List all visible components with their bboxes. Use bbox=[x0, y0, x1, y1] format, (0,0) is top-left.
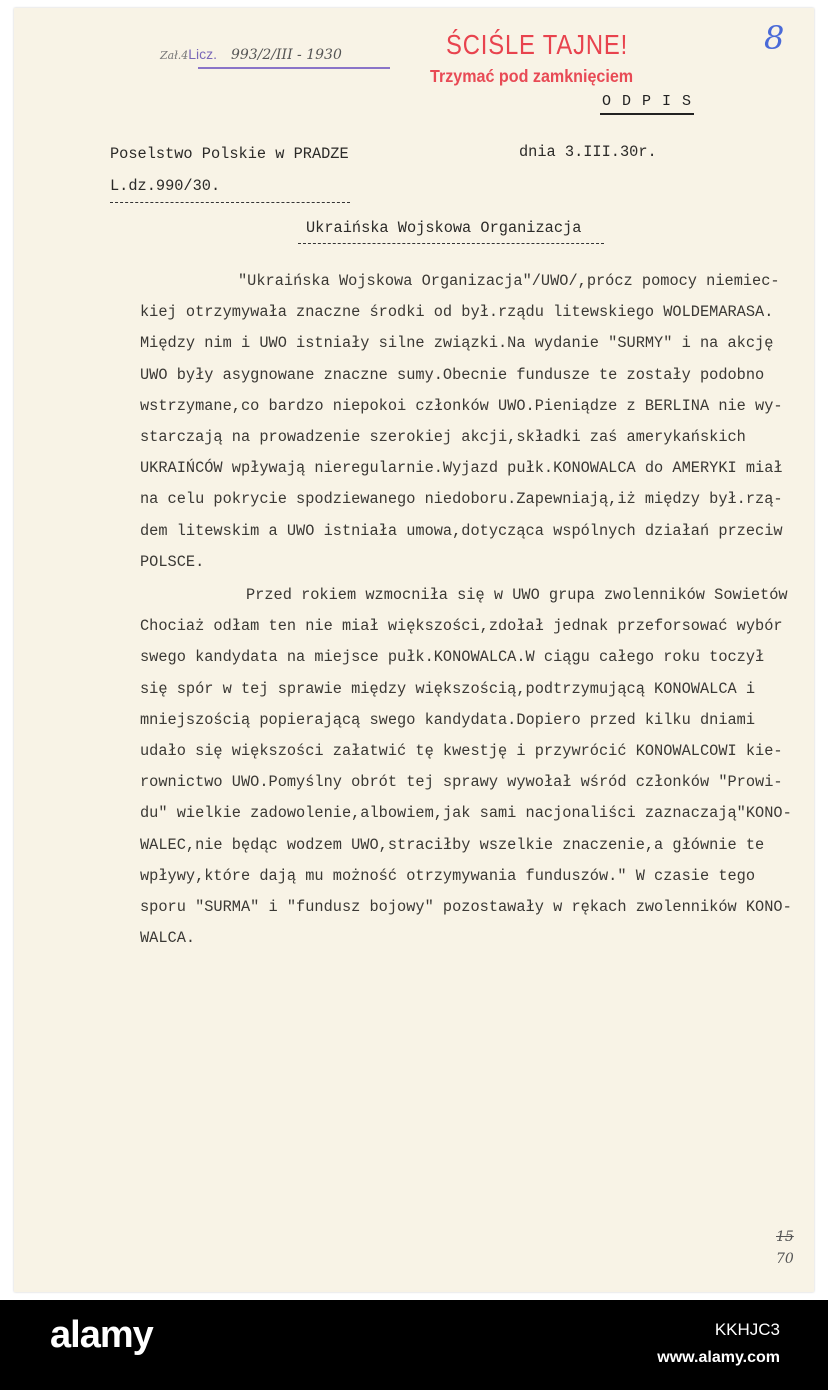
register-number: 993/2/III - 1930 bbox=[230, 47, 342, 63]
body-line: "Ukraińska Wojskowa Organizacja"/UWO/,prócz pomocy niemiec- bbox=[238, 272, 780, 290]
body-line: starczają na prowadzenie szerokiej akcji,składki zaś amerykańskich bbox=[140, 428, 746, 446]
body-line: UWO były asygnowane znaczne sumy.Obecnie fundusze te zostały podobno bbox=[140, 365, 765, 384]
body-line: się spór w tej sprawie między większością,podtrzymującą KONOWALCA i bbox=[140, 679, 756, 698]
sender: Poselstwo Polskie w PRADZE bbox=[110, 145, 349, 163]
body-line: na celu pokrycie spodziewanego niedoboru.Zapewniają,iż między był.rzą- bbox=[140, 490, 783, 509]
register-label: Licz. bbox=[188, 46, 218, 62]
body-line: mniejszością popierającą swego kandydata.Dopiero przed kilku dniami bbox=[140, 710, 756, 729]
body-line: UKRAIŃCÓW wpływają nieregularnie.Wyjazd pułk.KONOWALCA do AMERYKI miał bbox=[140, 459, 783, 478]
title-underline bbox=[298, 243, 604, 244]
body-line: rownictwo UWO.Pomyślny obrót tej sprawy wywołał wśród członków "Prowi- bbox=[140, 773, 783, 792]
corner-annotation bbox=[776, 1226, 794, 1270]
register-annotation bbox=[160, 46, 342, 63]
body-line: sporu "SURMA" i "fundusz bojowy" pozostawały w rękach zwolenników KONO- bbox=[140, 898, 792, 916]
image-id: KKHJC3 bbox=[714, 1320, 780, 1339]
alamy-logo: alamy bbox=[50, 1314, 153, 1356]
page-number: 8 bbox=[764, 19, 785, 57]
body-line: wstrzymane,co bardzo niepokoi członków UWO.Pieniądze z BERLINA nie wy- bbox=[140, 396, 783, 415]
body-line: wpływy,które dają mu możność otrzymywania funduszów." W czasie tego bbox=[140, 866, 756, 885]
secret-stamp-title: ŚCIŚLE TAJNE! bbox=[446, 29, 629, 60]
register-underline bbox=[198, 67, 390, 69]
body-line: WALCA. bbox=[140, 929, 196, 948]
body-line: WALEC,nie będąc wodzem UWO,straciłby wszelkie znaczenie,a głównie te bbox=[140, 835, 765, 854]
copy-mark: O D P I S bbox=[600, 93, 694, 115]
document-title: Ukraińska Wojskowa Organizacja bbox=[306, 219, 582, 237]
divider bbox=[110, 202, 350, 203]
corner-number: 70 bbox=[776, 1251, 794, 1267]
date: dnia 3.III.30r. bbox=[519, 143, 657, 161]
body-line: udało się większości załatwić tę kwestję i przywrócić KONOWALCOWI kie- bbox=[140, 742, 783, 760]
corner-number: 15 bbox=[776, 1229, 794, 1245]
body-line: kiej otrzymywała znaczne środki od był.rządu litewskiego WOLDEMARASA. bbox=[140, 303, 774, 322]
body-line: Między nim i UWO istniały silne związki.Na wydanie "SURMY" i na akcję bbox=[140, 334, 774, 353]
body-line: swego kandydata na miejsce pułk.KONOWALCA.W ciągu całego roku toczył bbox=[140, 648, 765, 667]
site-url: www.alamy.com bbox=[657, 1349, 780, 1366]
secret-stamp-subtitle: Trzymać pod zamknięciem bbox=[430, 66, 634, 86]
reference-number: L.dz.990/30. bbox=[110, 177, 221, 195]
body-line: Przed rokiem wzmocniła się w UWO grupa zwolenników Sowietów bbox=[246, 586, 788, 604]
body-line: du" wielkie zadowolenie,albowiem,jak sami nacjonaliści zaznaczają"KONO- bbox=[140, 804, 792, 823]
body-line: dem litewskim a UWO istniała umowa,dotycząca wspólnych działań przeciw bbox=[140, 521, 783, 540]
watermark-footer bbox=[0, 1300, 828, 1390]
handwritten-prefix: Zał.4 bbox=[160, 49, 189, 62]
body-line: POLSCE. bbox=[140, 552, 205, 571]
body-line: Chociaż odłam ten nie miał większości,zdołał jednak przeforsować wybór bbox=[140, 617, 783, 636]
